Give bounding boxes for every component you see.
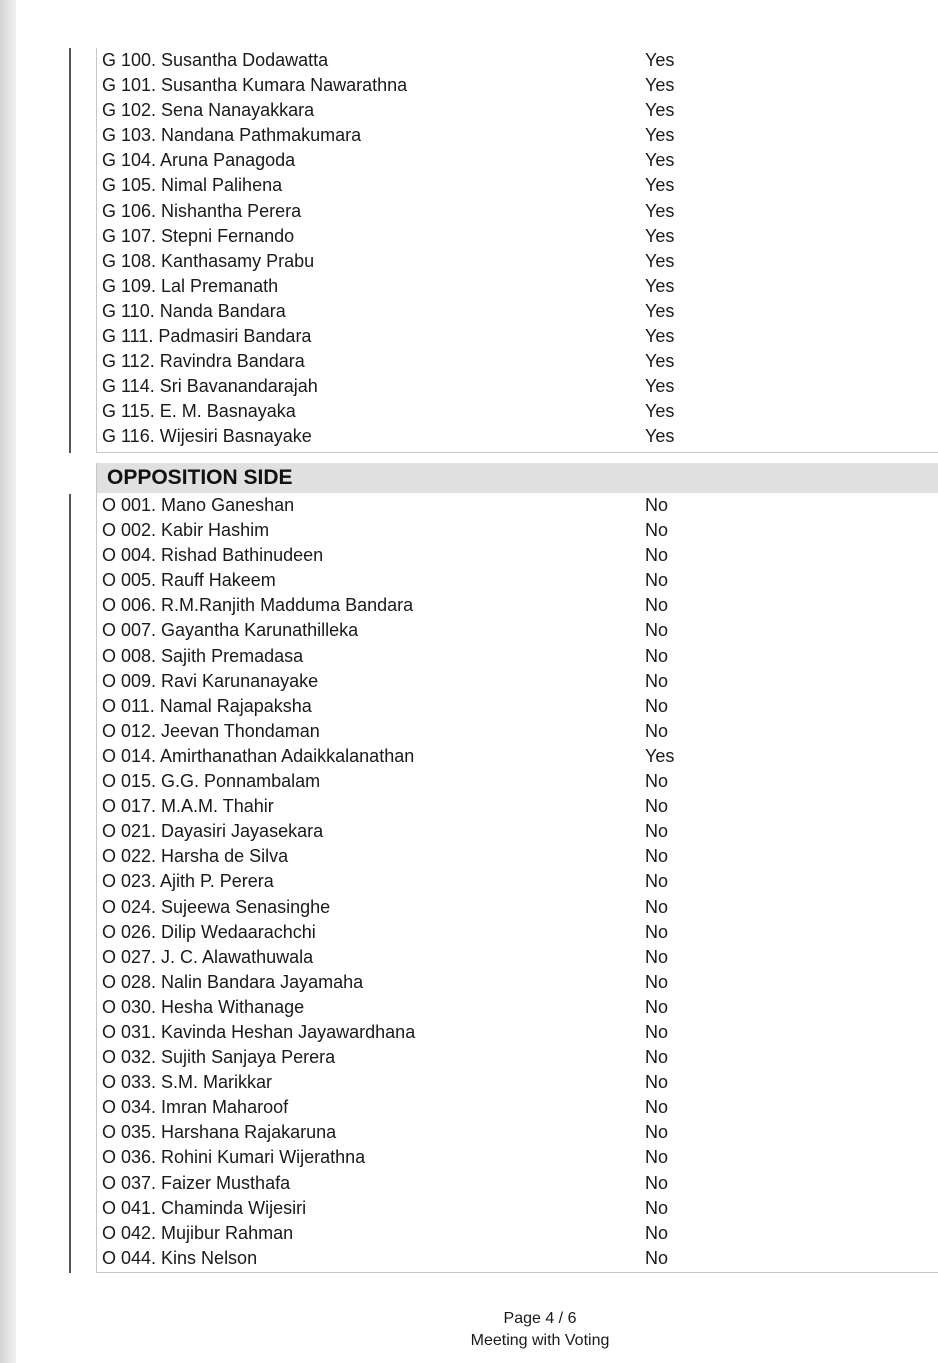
vote-row [97, 424, 938, 449]
vote-value: No [645, 620, 669, 641]
vote-value: Yes [645, 75, 675, 96]
member-name: G 101. Susantha Kumara Nawarathna [102, 75, 408, 96]
vote-value: Yes [645, 100, 675, 121]
member-name: G 114. Sri Bavanandarajah [102, 376, 318, 397]
vote-value: No [645, 670, 669, 691]
member-name: O 041. Chaminda Wijesiri [102, 1197, 307, 1218]
vote-value: No [645, 545, 669, 566]
member-name: O 015. G.G. Ponnambalam [102, 771, 321, 792]
member-name: G 104. Aruna Panagoda [102, 150, 296, 171]
vote-row [97, 199, 938, 224]
vote-value: Yes [645, 351, 675, 372]
vote-value: No [645, 896, 669, 917]
vote-row [97, 970, 938, 995]
vote-value: No [645, 695, 669, 716]
member-name: O 030. Hesha Withanage [102, 996, 305, 1017]
vote-value: Yes [645, 426, 675, 447]
vote-value: No [645, 570, 669, 591]
vote-value: Yes [645, 376, 675, 397]
member-name: G 100. Susantha Dodawatta [102, 50, 329, 70]
member-name: O 007. Gayantha Karunathilleka [102, 620, 359, 641]
vote-value: Yes [645, 125, 675, 146]
vote-row [97, 123, 938, 148]
member-name: O 022. Harsha de Silva [102, 846, 289, 867]
member-name: O 005. Rauff Hakeem [102, 570, 276, 591]
member-name: G 108. Kanthasamy Prabu [102, 250, 315, 271]
member-name: O 044. Kins Nelson [102, 1247, 258, 1268]
government-vote-table [96, 48, 938, 453]
vote-value: No [645, 1097, 669, 1118]
vote-row [97, 920, 938, 945]
vote-row [97, 1095, 938, 1120]
vote-row [97, 844, 938, 869]
member-name: O 014. Amirthanathan Adaikkalanathan [102, 745, 415, 766]
vote-value: No [645, 1122, 669, 1143]
vote-row [97, 224, 938, 249]
member-name: O 023. Ajith P. Perera [102, 871, 274, 892]
vote-value: No [645, 1047, 669, 1068]
vote-row [97, 349, 938, 374]
vote-row [97, 324, 938, 349]
member-name: O 026. Dilip Wedaarachchi [102, 921, 316, 942]
member-name: G 106. Nishantha Perera [102, 200, 302, 221]
vote-value: Yes [645, 326, 675, 347]
vote-row [97, 618, 938, 643]
vote-row [97, 148, 938, 173]
vote-value: Yes [645, 401, 675, 422]
vote-row [97, 1020, 938, 1045]
vote-row [97, 1246, 938, 1271]
vote-value: No [645, 1247, 669, 1268]
member-name: O 017. M.A.M. Thahir [102, 796, 274, 817]
opposition-rows [97, 493, 938, 1271]
margin-bar [69, 494, 71, 1273]
member-name: O 002. Kabir Hashim [102, 520, 270, 541]
vote-value: No [645, 1021, 669, 1042]
vote-row [97, 1145, 938, 1170]
vote-value: No [645, 595, 669, 616]
member-name: O 037. Faizer Musthafa [102, 1172, 291, 1193]
member-name: G 116. Wijesiri Basnayake [102, 426, 312, 447]
vote-value: No [645, 771, 669, 792]
page-number: Page 4 / 6 [503, 1310, 577, 1327]
member-name: O 031. Kavinda Heshan Jayawardhana [102, 1021, 416, 1042]
vote-value: No [645, 796, 669, 817]
vote-value: No [645, 645, 669, 666]
vote-row [97, 593, 938, 618]
vote-value: Yes [645, 150, 675, 171]
vote-row [97, 299, 938, 324]
vote-value: Yes [645, 745, 675, 766]
vote-value: No [645, 1172, 669, 1193]
page-edge-shadow [0, 0, 16, 1363]
member-name: O 008. Sajith Premadasa [102, 645, 304, 666]
vote-value: No [645, 520, 669, 541]
vote-row [97, 493, 938, 518]
member-name: O 004. Rishad Bathinudeen [102, 545, 324, 566]
member-name: G 110. Nanda Bandara [102, 300, 286, 321]
member-name: G 112. Ravindra Bandara [102, 351, 305, 372]
member-name: O 009. Ravi Karunanayake [102, 670, 319, 691]
vote-row [97, 719, 938, 744]
vote-value: No [645, 1197, 669, 1218]
vote-value: No [645, 495, 669, 515]
member-name: O 034. Imran Maharoof [102, 1097, 289, 1118]
vote-value: Yes [645, 200, 675, 221]
member-name: G 102. Sena Nanayakkara [102, 100, 315, 121]
member-name: O 012. Jeevan Thondaman [102, 720, 320, 741]
vote-row [97, 1171, 938, 1196]
member-name: O 011. Namal Rajapaksha [102, 695, 312, 716]
vote-row [97, 995, 938, 1020]
vote-row [97, 769, 938, 794]
vote-row [97, 819, 938, 844]
vote-row [97, 1045, 938, 1070]
member-name: O 035. Harshana Rajakaruna [102, 1122, 337, 1143]
member-name: O 021. Dayasiri Jayasekara [102, 821, 324, 842]
vote-value: No [645, 996, 669, 1017]
vote-value: No [645, 821, 669, 842]
vote-value: No [645, 1072, 669, 1093]
vote-row [97, 895, 938, 920]
member-name: G 111. Padmasiri Bandara [102, 326, 312, 347]
document-title: Meeting with Voting [470, 1332, 610, 1349]
vote-row [97, 518, 938, 543]
member-name: G 115. E. M. Basnayaka [102, 401, 296, 422]
vote-row [97, 869, 938, 894]
vote-value: No [645, 1222, 669, 1243]
vote-row [97, 399, 938, 424]
vote-value: Yes [645, 50, 675, 70]
vote-value: Yes [645, 175, 675, 196]
vote-value: Yes [645, 300, 675, 321]
member-name: O 028. Nalin Bandara Jayamaha [102, 971, 364, 992]
vote-row [97, 374, 938, 399]
vote-row [97, 744, 938, 769]
vote-row [97, 73, 938, 98]
vote-value: No [645, 921, 669, 942]
opposition-vote-table [96, 463, 938, 1273]
member-name: O 001. Mano Ganeshan [102, 495, 295, 515]
member-name: O 033. S.M. Marikkar [102, 1072, 273, 1093]
vote-row [97, 543, 938, 568]
vote-value: Yes [645, 225, 675, 246]
vote-row [97, 945, 938, 970]
vote-row [97, 1196, 938, 1221]
margin-bar [69, 48, 71, 453]
vote-value: No [645, 871, 669, 892]
vote-value: No [645, 971, 669, 992]
member-name: G 109. Lal Premanath [102, 275, 279, 296]
vote-row [97, 1221, 938, 1246]
member-name: G 107. Stepni Fernando [102, 225, 295, 246]
member-name: O 032. Sujith Sanjaya Perera [102, 1047, 336, 1068]
vote-row [97, 173, 938, 198]
vote-value: No [645, 946, 669, 967]
member-name: G 103. Nandana Pathmakumara [102, 125, 362, 146]
vote-row [97, 694, 938, 719]
section-heading-opposition: OPPOSITION SIDE [97, 463, 938, 493]
vote-row [97, 669, 938, 694]
member-name: O 024. Sujeewa Senasinghe [102, 896, 331, 917]
vote-row [97, 98, 938, 123]
vote-row [97, 1120, 938, 1145]
vote-row [97, 794, 938, 819]
vote-row [97, 568, 938, 593]
vote-value: Yes [645, 250, 675, 271]
vote-value: Yes [645, 275, 675, 296]
vote-value: No [645, 846, 669, 867]
member-name: O 036. Rohini Kumari Wijerathna [102, 1147, 366, 1168]
vote-row [97, 48, 938, 73]
vote-row [97, 249, 938, 274]
vote-row [97, 644, 938, 669]
member-name: G 105. Nimal Palihena [102, 175, 283, 196]
vote-value: No [645, 1147, 669, 1168]
member-name: O 042. Mujibur Rahman [102, 1222, 294, 1243]
member-name: O 027. J. C. Alawathuwala [102, 946, 314, 967]
vote-row [97, 274, 938, 299]
vote-value: No [645, 720, 669, 741]
vote-row [97, 1070, 938, 1095]
member-name: O 006. R.M.Ranjith Madduma Bandara [102, 595, 414, 616]
